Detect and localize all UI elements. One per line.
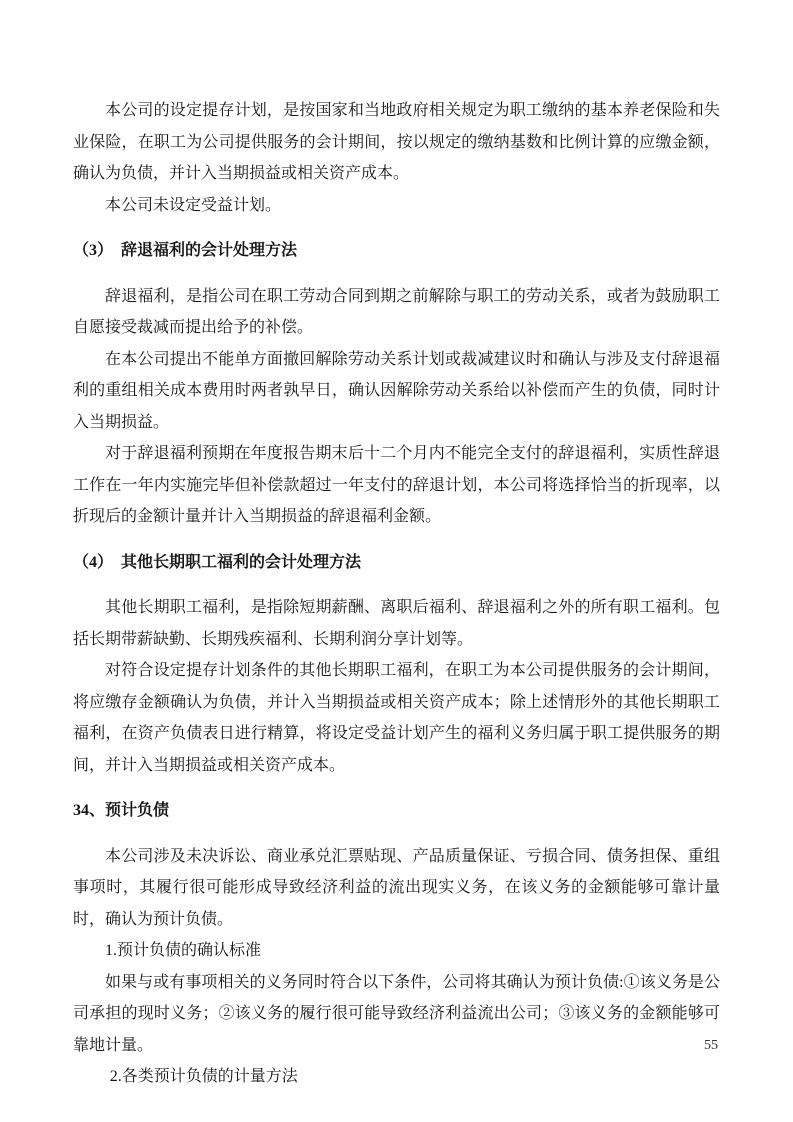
- document-content: [73, 95, 720, 1093]
- body-paragraph: 对于辞退福利预期在年度报告期末后十二个月内不能完全支付的辞退福利，实质性辞退工作在一年内实施完毕但补偿款超过一年支付的辞退计划，本公司将选择恰当的折现率，以折现后的金额计量并计入当期损益的辞退福利金额。: [73, 445, 720, 525]
- page-number: 55: [704, 1038, 718, 1053]
- body-paragraph: 本公司涉及未决诉讼、商业承兑汇票贴现、产品质量保证、亏损合同、债务担保、重组事项时，其履行很可能形成导致经济利益的流出现实义务，在该义务的金额能够可靠计量时，确认为预计负债。: [73, 847, 720, 928]
- numbered-item: 1.预计负债的确认标准: [105, 942, 262, 959]
- body-paragraph: 本公司未设定受益计划。: [105, 196, 282, 214]
- section-heading: 34、预计负债: [73, 802, 170, 819]
- numbered-item: 2.各类预计负债的计量方法: [109, 1068, 298, 1085]
- section-heading: （3） 辞退福利的会计处理方法: [73, 242, 298, 259]
- body-paragraph: 辞退福利，是指公司在职工劳动合同到期之前解除与职工的劳动关系，或者为鼓励职工自愿接受裁减而提出给予的补偿。: [73, 287, 720, 336]
- section-heading: （4） 其他长期职工福利的会计处理方法: [73, 553, 362, 571]
- body-paragraph: 对符合设定提存计划条件的其他长期职工福利，在职工为本公司提供服务的会计期间，将应缴存金额确认为负债，并计入当期损益或相关资产成本；除上述情形外的其他长期职工福利，在资产负债表日进行精算，将设定受益计划产生的福利义务归属于职工提供服务的期间，并计入当期损益或相关资产成本。: [73, 662, 720, 774]
- body-paragraph: 其他长期职工福利，是指除短期薪酬、离职后福利、辞退福利之外的所有职工福利。包括长期带薪缺勤、长期残疾福利、长期利润分享计划等。: [73, 599, 720, 648]
- body-paragraph: 如果与或有事项相关的义务同时符合以下条件，公司将其确认为预计负债:①该义务是公司承担的现时义务；②该义务的履行很可能导致经济利益流出公司；③该义务的金额能够可靠地计量。: [73, 973, 720, 1054]
- body-paragraph: 本公司的设定提存计划，是按国家和当地政府相关规定为职工缴纳的基本养老保险和失业保险，在职工为公司提供服务的会计期间，按以规定的缴纳基数和比例计算的应缴金额，确认为负债，并计入当期损益或相关资产成本。: [73, 102, 720, 182]
- body-paragraph: 在本公司提出不能单方面撤回解除劳动关系计划或裁减建议时和确认与涉及支付辞退福利的重组相关成本费用时两者孰早日，确认因解除劳动关系给以补偿而产生的负债，同时计入当期损益。: [73, 350, 720, 431]
